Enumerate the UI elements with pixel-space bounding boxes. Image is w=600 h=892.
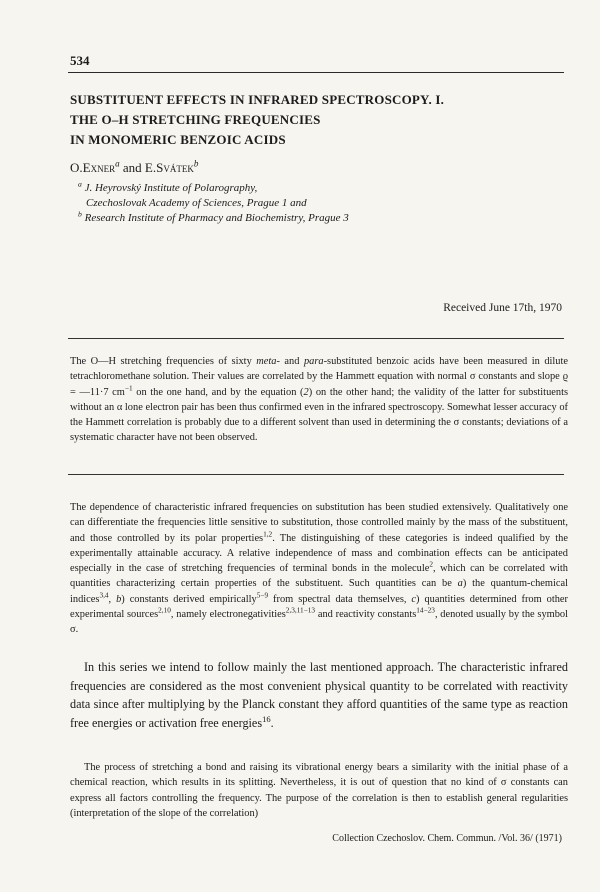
title-line-3: IN MONOMERIC BENZOIC ACIDS — [70, 132, 286, 147]
intro-paragraph-3: The process of stretching a bond and raising its vibrational energy bears a similarity with the initial phase of a chemical reaction, which results in its splitting. Nevertheless, it is out of question that no kind of σ constants can express all factors controlling the frequency. The purpose of the correlation is then to establish general regularities (interpretation of the slope of the correlation) — [70, 762, 568, 819]
abstract: The O—H stretching frequencies of sixty meta- and para-substituted benzoic acids have been measured in dilute tetrachloromethane solution. Their values are correlated by the Hammett equation with normal σ constants and slope ϱ = —11·7 $cm^{-1}$ on the one hand, and by the equation (2) on the other hand; the validity of the latter for substituents without an α lone electron pair has been thus confirmed even in the infrared spectroscopy. Somewhat lesser accuracy of the Hammett correlation is probably due to a different solvent than used in determining the σ constants; deviations of a systematic character have not been observed. — [70, 356, 568, 444]
page-number: 534 — [70, 53, 90, 68]
author-and: and — [119, 160, 145, 175]
author-svatek-mark: b — [193, 158, 199, 169]
affiliations — [78, 181, 349, 226]
received-date: Received June 17th, 1970 — [443, 302, 562, 314]
title-line-1: SUBSTITUENT EFFECTS IN INFRARED SPECTROSCOPY. I. — [70, 92, 445, 107]
article-title — [70, 90, 550, 150]
author-exner: O.Exner — [70, 160, 116, 175]
intro-paragraph-1: The dependence of characteristic infrared frequencies on substitution has been studied extensively. Qualitatively one can differentiate the frequencies little sensitive to substitution, those controlled mainly by the mass of the substituent, and those controlled by its polar properties$^{1,2}$. The distinguishing of these categories is indeed qualified by the experimentally attainable accuracy. A relative independence of mass and combination effects can be anticipated especially in the case of stretching frequencies of terminal bonds in the molecule$^2$, which can be correlated with quantities characterizing certain properties of the substituent. Such quantities can be a) the quantum-chemical indices$^{3,4}$, b) constants derived empirically$^{5-9}$ from spectral data themselves, c) quantities determined from other experimental sources$^{2,10}$, namely electronegativities$^{2,3,11-13}$ and reactivity constants$^{14-23}$, denoted usually by the symbol σ. — [70, 502, 568, 636]
affiliation-b-mark: b — [78, 209, 82, 219]
affiliation-b-line-1: $^b$ Research Institute of Pharmacy and Biochemistry, Prague 3 — [78, 209, 349, 224]
journal-footer: Collection Czechoslov. Chem. Commun. /Vol. 36/ (1971) — [332, 833, 562, 844]
intro-paragraph-2: In this series we intend to follow mainly the last mentioned approach. The characteristic infrared frequencies are considered as the most convenient physical quantity to be correlated with reactivity data since after multiplying by the Planck constant they afford quantities of the same type as reaction free energies or activation free energies$^{16}$. — [70, 660, 568, 730]
header-rule — [68, 72, 564, 73]
affiliation-a-mark: a — [78, 179, 82, 189]
affiliation-a-line-1: $^a$ J. Heyrovský Institute of Polarography, — [78, 179, 258, 194]
affiliation-a-line-2: Czechoslovak Academy of Sciences, Prague 1 and — [86, 197, 307, 209]
author-svatek: E.Svátek — [144, 160, 194, 175]
author-exner-mark: a — [115, 158, 120, 169]
abstract-top-rule — [68, 338, 564, 339]
title-line-2: THE O–H STRETCHING FREQUENCIES — [70, 112, 321, 127]
author-line — [70, 160, 198, 176]
abstract-bottom-rule — [68, 474, 564, 475]
